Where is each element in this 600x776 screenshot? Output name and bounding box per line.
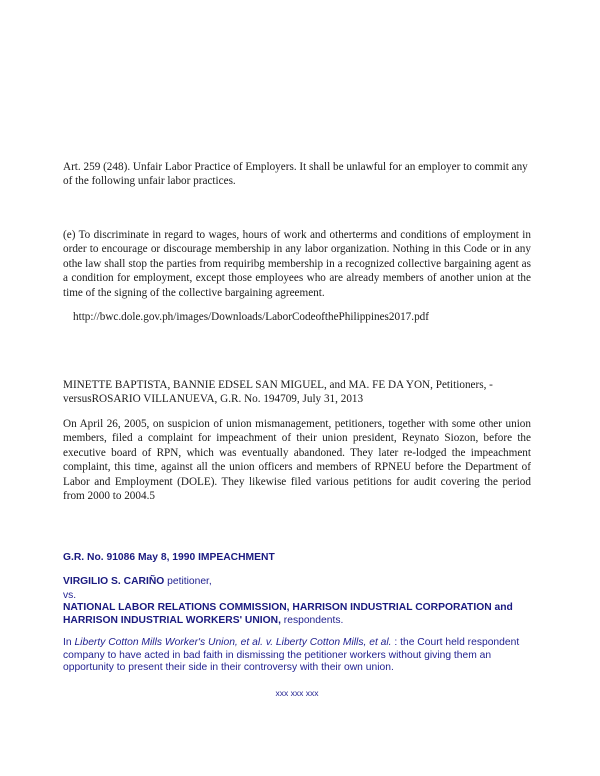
case-carino-petitioner [63,576,531,589]
case-carino-body [63,637,531,675]
cited-case-name: Liberty Cotton Mills Worker's Union, et al. v. Liberty Cotton Mills, et al. [74,637,392,648]
petitioner-name: VIRGILIO S. CARIÑO [63,576,165,587]
case-carino-respondents [63,602,531,627]
respondents-names: NATIONAL LABOR RELATIONS COMMISSION, HARRISON INDUSTRIAL CORPORATION and HARRISON INDUSTRIAL WORKERS' UNION, [63,602,513,626]
versus-label: vs. [63,590,77,601]
body-rest: : the Court held respondent company to have acted in bad faith in dismissing the petitioner workers without giving them an opportunity to present their side in their controversy with their own union. [63,637,520,674]
body-prefix: In [63,637,75,648]
petitioner-role: petitioner, [164,576,212,587]
article-259-text: Art. 259 (248). Unfair Labor Practice of Employers. It shall be unlawful for an employer to commit any of the following unfair labor practices. [63,161,528,188]
case-baptista-body: On April 26, 2005, on suspicion of union mismanagement, petitioners, together with some other union members, filed a complaint for impeachment of their union president, Reynato Siozon, before the executive board of RPN, which was eventually abandoned. They later re-lodged the impeachment complaint, this time, against all the union officers and members of RPNEU before the Department of Labor and Employment (DOLE). They likewise filed various petitions for audit covering the period from 2000 to 2004.5 [63,418,531,503]
ellipsis-footer: xxx xxx xxx [275,688,319,698]
source-url-link[interactable]: http://bwc.dole.gov.ph/images/Downloads/LaborCodeofthePhilippines2017.pdf [73,311,429,323]
paragraph-e-text: (e) To discriminate in regard to wages, hours of work and otherterms and conditions of employment in order to encourage or discourage membership in any labor organization. Nothing in this Code or in any othe law shall stop the parties from requiribg membership in a recognized collective bargaining agent as a condition for employment, except those employees who are already members of another union at the time of the signing of the collective bargaining agreement. [63,229,531,299]
case-baptista-title: MINETTE BAPTISTA, BANNIE EDSEL SAN MIGUEL, and MA. FE DA YON, Petitioners, -versusROSARIO VILLANUEVA, G.R. No. 194709, July 31, 2013 [63,379,493,406]
respondents-role: respondents. [280,614,344,626]
case-carino-heading: G.R. No. 91086 May 8, 1990 IMPEACHMENT [63,552,275,563]
